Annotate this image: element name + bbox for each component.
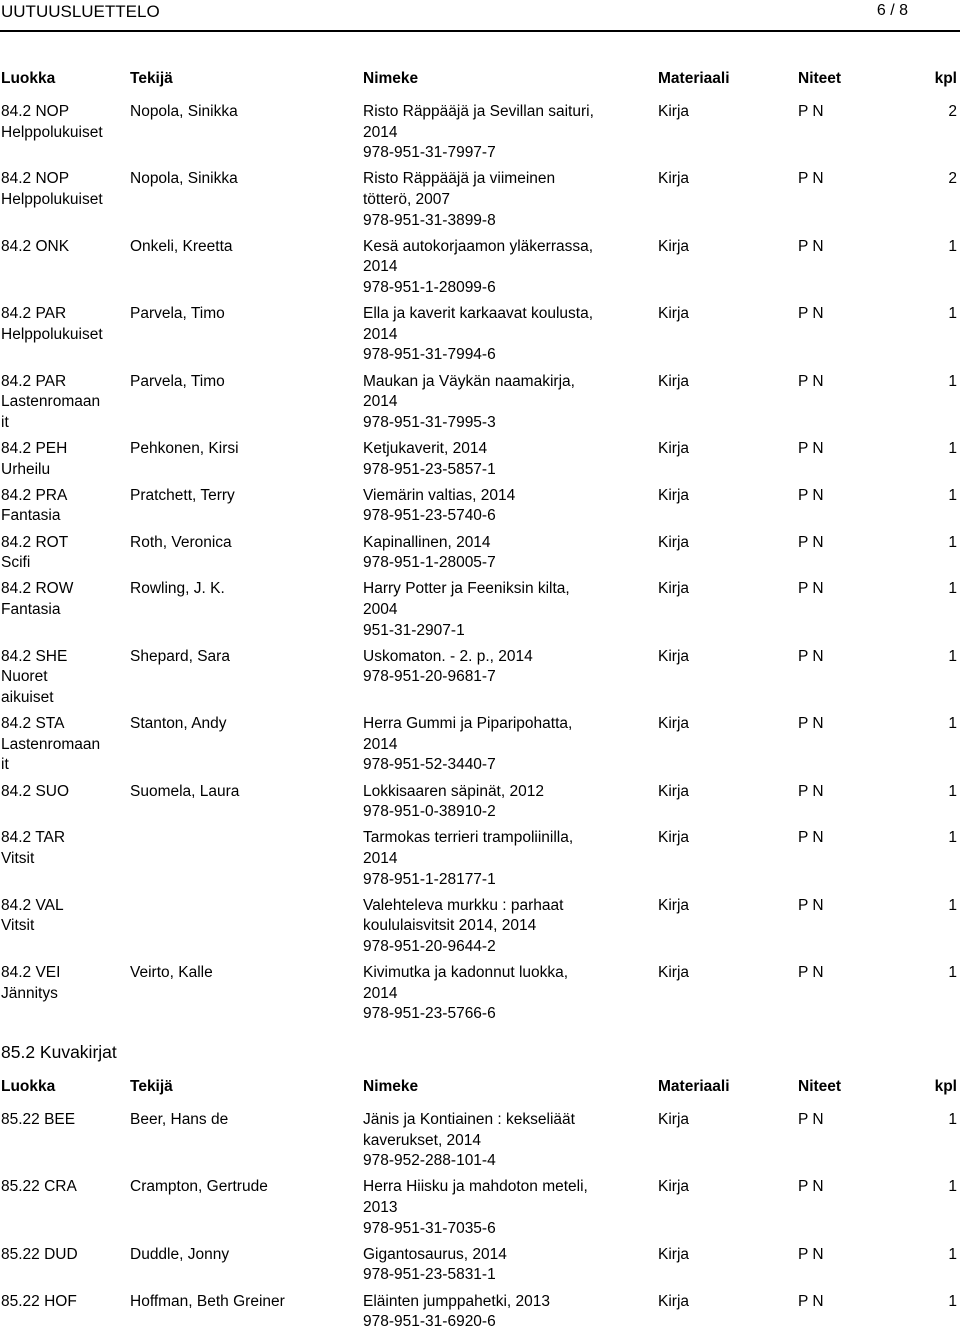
cell-tekija	[130, 1245, 360, 1266]
cell-niteet: P N	[798, 896, 824, 914]
cell-tekija-line: Stanton, Andy	[130, 715, 227, 733]
cell-luokka-line: 84.2 PEH	[1, 439, 68, 457]
table-row	[0, 102, 960, 169]
cell-nimeke	[363, 102, 638, 164]
table-row	[0, 963, 960, 1030]
cell-luokka	[1, 1245, 126, 1266]
cell-materiaali: Kirja	[658, 439, 690, 457]
cell-tekija-line: Nopola, Sinikka	[130, 170, 238, 188]
cell-nimeke	[363, 828, 638, 890]
cell-niteet: P N	[798, 647, 824, 665]
cell-tekija	[130, 714, 360, 735]
cell-luokka-line: 84.2 STA	[1, 715, 65, 733]
cell-kpl: 1	[948, 372, 957, 390]
cell-nimeke-line: Harry Potter ja Feeniksin kilta,	[363, 580, 570, 598]
cell-luokka-line: 85.22 BEE	[1, 1111, 76, 1128]
cell-nimeke-line: 2014	[363, 984, 398, 1002]
cell-niteet: P N	[798, 1245, 824, 1263]
cell-nimeke	[363, 963, 638, 1025]
table-row	[0, 439, 960, 486]
cell-luokka-line: Helppolukuiset	[1, 190, 103, 208]
cell-luokka-line: Lastenromaan	[1, 735, 101, 753]
cell-luokka	[1, 1110, 126, 1131]
cell-nimeke-line: Ketjukaverit, 2014	[363, 439, 488, 457]
cell-nimeke-line: 978-951-52-3440-7	[363, 756, 496, 774]
cell-materiaali: Kirja	[658, 896, 690, 914]
cell-tekija-line: Shepard, Sara	[130, 647, 230, 665]
table-row	[0, 1177, 960, 1244]
cell-kpl: 1	[948, 896, 957, 914]
cell-nimeke-line: 2014	[363, 393, 398, 411]
column-header-luokka: Luokka	[1, 1078, 56, 1095]
cell-luokka-line: 85.22 CRA	[1, 1178, 77, 1196]
cell-materiaali: Kirja	[658, 580, 690, 598]
catalog-table-84	[0, 102, 960, 1030]
cell-nimeke-line: 2014	[363, 325, 398, 343]
cell-tekija	[130, 579, 360, 600]
cell-niteet: P N	[798, 964, 824, 982]
cell-niteet: P N	[798, 305, 824, 323]
cell-tekija	[130, 486, 360, 507]
cell-tekija-line: Suomela, Laura	[130, 782, 240, 800]
cell-luokka-line: 85.22 HOF	[1, 1292, 77, 1310]
table-row	[0, 647, 960, 714]
cell-luokka-line: Helppolukuiset	[1, 325, 103, 343]
cell-materiaali: Kirja	[658, 305, 690, 323]
cell-nimeke	[363, 714, 638, 776]
cell-nimeke-line: Kapinallinen, 2014	[363, 533, 491, 551]
cell-tekija-line: Parvela, Timo	[130, 305, 225, 323]
cell-nimeke-line: 978-951-31-3899-8	[363, 211, 496, 229]
cell-tekija	[130, 237, 360, 258]
cell-nimeke-line: Herra Gummi ja Piparipohatta,	[363, 715, 573, 733]
table-row	[0, 304, 960, 371]
cell-nimeke-line: 2013	[363, 1198, 398, 1216]
cell-luokka-line: Helppolukuiset	[1, 123, 103, 141]
cell-nimeke-line: Herra Hiisku ja mahdoton meteli,	[363, 1178, 588, 1196]
cell-luokka-line: 84.2 SHE	[1, 647, 68, 665]
cell-nimeke	[363, 237, 638, 299]
cell-niteet: P N	[798, 533, 824, 551]
document-title: UUTUUSLUETTELO	[1, 2, 160, 21]
cell-luokka-line: 84.2 PAR	[1, 372, 67, 390]
column-header-kpl: kpl	[934, 1078, 957, 1095]
cell-kpl: 1	[948, 782, 957, 800]
cell-nimeke-line: 978-951-31-7994-6	[363, 346, 496, 364]
cell-luokka-line: Fantasia	[1, 507, 61, 525]
cell-luokka-line: Jännitys	[1, 984, 58, 1002]
cell-kpl: 2	[948, 170, 957, 188]
cell-luokka	[1, 896, 126, 937]
cell-luokka	[1, 439, 126, 480]
cell-kpl: 1	[948, 305, 957, 323]
cell-kpl: 1	[948, 1292, 957, 1310]
cell-tekija	[130, 372, 360, 393]
cell-luokka	[1, 237, 126, 258]
cell-luokka-line: Urheilu	[1, 460, 51, 478]
cell-nimeke-line: koululaisvitsit 2014, 2014	[363, 917, 537, 935]
cell-niteet: P N	[798, 715, 824, 733]
cell-tekija	[130, 439, 360, 460]
cell-tekija	[130, 782, 360, 803]
cell-nimeke-line: Valehteleva murkku : parhaat	[363, 896, 564, 914]
cell-nimeke	[363, 647, 638, 688]
cell-nimeke-line: Maukan ja Väykän naamakirja,	[363, 372, 575, 390]
cell-tekija-line: Rowling, J. K.	[130, 580, 225, 598]
cell-nimeke-line: tötterö, 2007	[363, 190, 451, 208]
cell-luokka-line: 84.2 SUO	[1, 782, 70, 800]
cell-kpl: 2	[948, 103, 957, 120]
cell-tekija	[130, 1177, 360, 1198]
cell-kpl: 1	[948, 533, 957, 551]
cell-kpl: 1	[948, 580, 957, 598]
cell-nimeke	[363, 896, 638, 958]
cell-niteet: P N	[798, 439, 824, 457]
cell-materiaali: Kirja	[658, 1292, 690, 1310]
table-row	[0, 828, 960, 895]
cell-kpl: 1	[948, 829, 957, 847]
cell-luokka-line: Fantasia	[1, 600, 61, 618]
cell-nimeke-line: 951-31-2907-1	[363, 621, 465, 639]
cell-nimeke-line: Gigantosaurus, 2014	[363, 1245, 507, 1263]
cell-luokka	[1, 782, 126, 803]
cell-nimeke	[363, 533, 638, 574]
cell-tekija-line: Pehkonen, Kirsi	[130, 439, 239, 457]
cell-nimeke-line: kaverukset, 2014	[363, 1131, 482, 1149]
column-header-kpl: kpl	[934, 70, 957, 87]
cell-kpl: 1	[948, 486, 957, 504]
cell-luokka	[1, 579, 126, 620]
cell-luokka	[1, 372, 126, 434]
cell-niteet: P N	[798, 486, 824, 504]
cell-luokka	[1, 963, 126, 1004]
cell-nimeke-line: 978-951-31-7035-6	[363, 1219, 496, 1237]
cell-luokka-line: Vitsit	[1, 917, 35, 935]
column-header-materiaali: Materiaali	[658, 1078, 730, 1095]
cell-luokka-line: it	[1, 756, 9, 774]
cell-nimeke	[363, 169, 638, 231]
cell-luokka	[1, 169, 126, 210]
cell-luokka	[1, 1292, 126, 1313]
cell-tekija-line: Roth, Veronica	[130, 533, 232, 551]
table-row	[0, 1245, 960, 1292]
cell-kpl: 1	[948, 1178, 957, 1196]
cell-luokka	[1, 486, 126, 527]
cell-niteet: P N	[798, 170, 824, 188]
column-header-niteet: Niteet	[798, 1078, 842, 1095]
column-header-nimeke: Nimeke	[363, 1078, 419, 1095]
cell-materiaali: Kirja	[658, 103, 690, 120]
cell-luokka-line: 84.2 PAR	[1, 305, 67, 323]
cell-materiaali: Kirja	[658, 1111, 690, 1128]
column-header-materiaali: Materiaali	[658, 70, 730, 87]
cell-nimeke	[363, 1177, 638, 1239]
cell-nimeke-line: Ella ja kaverit karkaavat koulusta,	[363, 305, 594, 323]
cell-nimeke-line: Tarmokas terrieri trampoliinilla,	[363, 829, 574, 847]
cell-tekija	[130, 533, 360, 554]
section-title: 85.2 Kuvakirjat	[1, 1042, 117, 1062]
cell-nimeke-line: Jänis ja Kontiainen : kekseliäät	[363, 1111, 575, 1128]
cell-nimeke-line: 978-951-23-5766-6	[363, 1005, 496, 1023]
cell-materiaali: Kirja	[658, 237, 690, 255]
cell-nimeke-line: 978-951-1-28099-6	[363, 278, 496, 296]
table-row	[0, 579, 960, 646]
cell-nimeke-line: 978-951-23-5740-6	[363, 507, 496, 525]
cell-nimeke-line: 978-951-31-6920-6	[363, 1313, 496, 1331]
cell-luokka-line: 84.2 NOP	[1, 103, 70, 120]
column-header-tekija: Tekijä	[130, 1078, 173, 1095]
cell-luokka-line: 84.2 ROT	[1, 533, 69, 551]
cell-tekija-line: Pratchett, Terry	[130, 486, 235, 504]
cell-luokka	[1, 304, 126, 345]
page-number: 6 / 8	[876, 2, 908, 19]
table-row	[0, 486, 960, 533]
cell-niteet: P N	[798, 1292, 824, 1310]
cell-nimeke-line: Uskomaton. - 2. p., 2014	[363, 647, 533, 665]
cell-luokka-line: Nuoret	[1, 668, 48, 686]
cell-nimeke	[363, 1245, 638, 1286]
cell-nimeke-line: Risto Räppääjä ja Sevillan saituri,	[363, 103, 594, 120]
header-divider	[0, 30, 960, 32]
cell-luokka-line: Lastenromaan	[1, 393, 101, 411]
cell-nimeke-line: 2004	[363, 600, 398, 618]
cell-tekija	[130, 1292, 360, 1313]
cell-nimeke	[363, 579, 638, 641]
cell-materiaali: Kirja	[658, 372, 690, 390]
cell-nimeke	[363, 1110, 638, 1172]
cell-nimeke-line: 2014	[363, 258, 398, 276]
cell-tekija	[130, 647, 360, 668]
cell-luokka	[1, 647, 126, 709]
cell-nimeke-line: 978-951-23-5831-1	[363, 1266, 496, 1284]
cell-luokka-line: 84.2 TAR	[1, 829, 66, 847]
cell-materiaali: Kirja	[658, 964, 690, 982]
cell-materiaali: Kirja	[658, 829, 690, 847]
column-header-niteet: Niteet	[798, 70, 842, 87]
cell-kpl: 1	[948, 1245, 957, 1263]
table-row	[0, 237, 960, 304]
cell-nimeke	[363, 1292, 638, 1333]
cell-luokka-line: it	[1, 413, 9, 431]
cell-niteet: P N	[798, 372, 824, 390]
cell-nimeke-line: 978-951-31-7995-3	[363, 413, 496, 431]
cell-nimeke-line: Risto Räppääjä ja viimeinen	[363, 170, 556, 188]
cell-niteet: P N	[798, 237, 824, 255]
cell-tekija-line: Parvela, Timo	[130, 372, 225, 390]
cell-materiaali: Kirja	[658, 782, 690, 800]
cell-nimeke-line: 2014	[363, 123, 398, 141]
cell-nimeke-line: 978-951-1-28005-7	[363, 554, 496, 572]
cell-tekija-line: Duddle, Jonny	[130, 1245, 230, 1263]
table-row	[0, 1110, 960, 1177]
cell-kpl: 1	[948, 647, 957, 665]
cell-luokka	[1, 714, 126, 776]
cell-niteet: P N	[798, 1111, 824, 1128]
catalog-table-85	[0, 1110, 960, 1338]
cell-nimeke-line: 978-952-288-101-4	[363, 1152, 496, 1170]
cell-niteet: P N	[798, 829, 824, 847]
table-row	[0, 169, 960, 236]
cell-luokka-line: 84.2 ONK	[1, 237, 70, 255]
cell-nimeke	[363, 439, 638, 480]
cell-tekija	[130, 169, 360, 190]
cell-tekija	[130, 304, 360, 325]
cell-luokka	[1, 828, 126, 869]
cell-tekija	[130, 102, 360, 123]
column-header-luokka: Luokka	[1, 70, 56, 87]
column-header-row	[0, 70, 960, 92]
cell-nimeke-line: Lokkisaaren säpinät, 2012	[363, 782, 544, 800]
table-row	[0, 533, 960, 580]
cell-nimeke-line: 978-951-20-9644-2	[363, 937, 496, 955]
column-header-tekija: Tekijä	[130, 70, 173, 87]
cell-tekija-line: Nopola, Sinikka	[130, 103, 238, 120]
cell-kpl: 1	[948, 964, 957, 982]
cell-luokka-line: 85.22 DUD	[1, 1245, 78, 1263]
cell-tekija	[130, 1110, 360, 1131]
column-header-row	[0, 1078, 960, 1100]
cell-nimeke-line: 978-951-20-9681-7	[363, 668, 496, 686]
page-header	[0, 0, 960, 28]
cell-niteet: P N	[798, 1178, 824, 1196]
cell-nimeke-line: 2014	[363, 849, 398, 867]
cell-luokka-line: 84.2 NOP	[1, 170, 70, 188]
table-row	[0, 714, 960, 781]
cell-tekija	[130, 963, 360, 984]
column-header-nimeke: Nimeke	[363, 70, 419, 87]
cell-luokka-line: aikuiset	[1, 688, 54, 706]
cell-materiaali: Kirja	[658, 715, 690, 733]
cell-kpl: 1	[948, 715, 957, 733]
cell-nimeke-line: 978-951-0-38910-2	[363, 803, 496, 821]
cell-nimeke	[363, 304, 638, 366]
cell-luokka	[1, 102, 126, 143]
cell-kpl: 1	[948, 1111, 957, 1128]
cell-tekija-line: Hoffman, Beth Greiner	[130, 1292, 285, 1310]
cell-niteet: P N	[798, 103, 824, 120]
cell-nimeke-line: 978-951-1-28177-1	[363, 870, 496, 888]
cell-kpl: 1	[948, 237, 957, 255]
cell-nimeke	[363, 782, 638, 823]
cell-materiaali: Kirja	[658, 1178, 690, 1196]
cell-nimeke-line: Kivimutka ja kadonnut luokka,	[363, 964, 569, 982]
cell-tekija-line: Onkeli, Kreetta	[130, 237, 233, 255]
cell-materiaali: Kirja	[658, 533, 690, 551]
cell-tekija-line: Beer, Hans de	[130, 1111, 229, 1128]
table-row	[0, 896, 960, 963]
cell-niteet: P N	[798, 782, 824, 800]
cell-luokka-line: Scifi	[1, 554, 31, 572]
cell-materiaali: Kirja	[658, 1245, 690, 1263]
cell-luokka-line: 84.2 VEI	[1, 964, 61, 982]
cell-nimeke-line: Viemärin valtias, 2014	[363, 486, 516, 504]
table-row	[0, 372, 960, 439]
table-row	[0, 782, 960, 829]
cell-tekija-line: Crampton, Gertrude	[130, 1178, 268, 1196]
cell-tekija-line: Veirto, Kalle	[130, 964, 213, 982]
cell-materiaali: Kirja	[658, 170, 690, 188]
cell-materiaali: Kirja	[658, 486, 690, 504]
cell-nimeke-line: 2014	[363, 735, 398, 753]
table-row	[0, 1292, 960, 1338]
cell-luokka-line: 84.2 ROW	[1, 580, 74, 598]
cell-luokka-line: 84.2 VAL	[1, 896, 64, 914]
cell-nimeke	[363, 486, 638, 527]
cell-kpl: 1	[948, 439, 957, 457]
cell-nimeke-line: 978-951-31-7997-7	[363, 144, 496, 162]
cell-luokka	[1, 533, 126, 574]
cell-luokka-line: 84.2 PRA	[1, 486, 68, 504]
cell-luokka	[1, 1177, 126, 1198]
cell-nimeke-line: 978-951-23-5857-1	[363, 460, 496, 478]
cell-niteet: P N	[798, 580, 824, 598]
cell-nimeke-line: Kesä autokorjaamon yläkerrassa,	[363, 237, 594, 255]
cell-nimeke	[363, 372, 638, 434]
cell-materiaali: Kirja	[658, 647, 690, 665]
cell-nimeke-line: Eläinten jumppahetki, 2013	[363, 1292, 550, 1310]
cell-luokka-line: Vitsit	[1, 849, 35, 867]
